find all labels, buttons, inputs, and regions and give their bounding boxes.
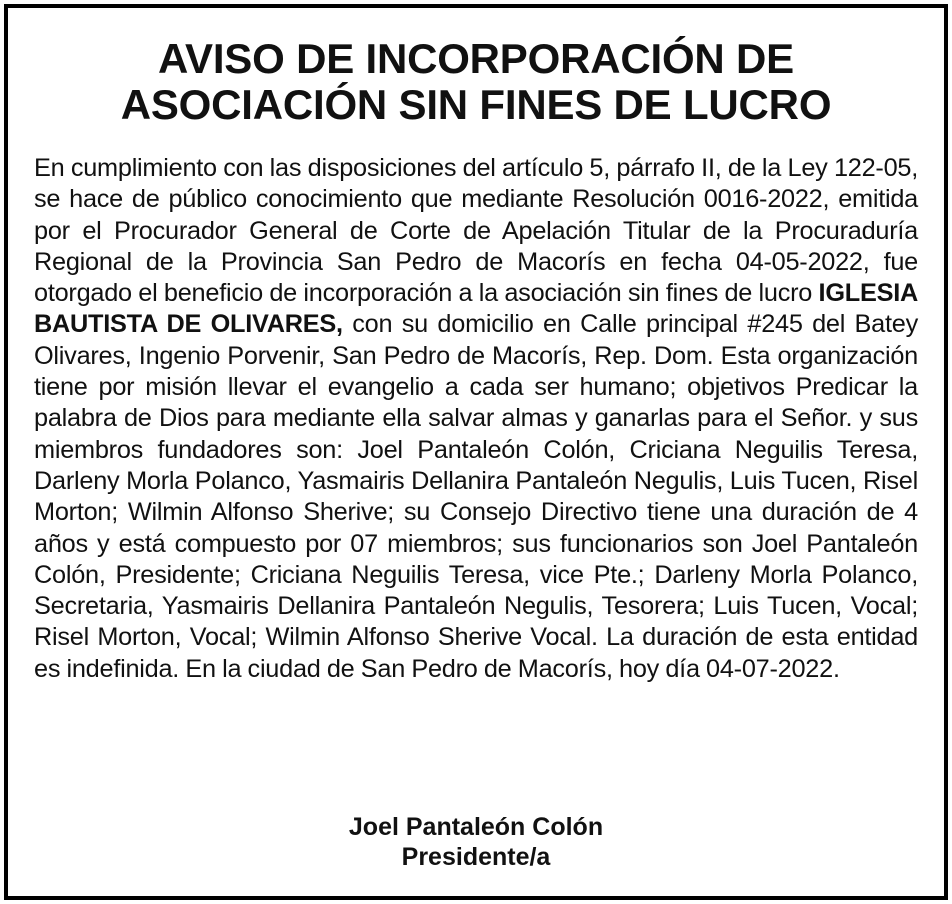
signature-block [28,812,924,872]
title-line-1: AVISO DE INCORPORACIÓN DE [158,35,794,82]
organization-name: IGLESIA BAUTISTA DE OLIVARES, [34,279,918,339]
title-line-2: ASOCIACIÓN SIN FINES DE LUCRO [120,81,832,128]
signatory-name: Joel Pantaleón Colón [348,813,604,841]
notice-title [28,36,924,128]
notice-body [34,153,918,685]
body-text-part-2: con su domicilio en Calle principal #245 del Batey Olivares, Ingenio Porvenir, San Pedro de Macorís, Rep. Dom. Esta organización tiene por misión llevar el evangelio a cada ser humano; objetivos Predicar la palabra de Dios para mediante ella salvar almas y ganarlas para el Señor. y sus miembros fundadores son: Joel Pantaleón Colón, Criciana Neguilis Teresa, Darleny Morla Polanco, Yasmairis Dellanira Pantaleón Negulis, Luis Tucen, Risel Morton; Wilmin Alfonso Sherive; su Consejo Directivo tiene una duración de 4 años y está compuesto por 07 miembros; sus funcionarios son Joel Pantaleón Colón, Presidente; Criciana Neguilis Teresa, vice Pte.; Darleny Morla Polanco, Secretaria, Yasmairis Dellanira Pantaleón Negulis, Tesorera; Luis Tucen, Vocal; Risel Morton, Vocal; Wilmin Alfonso Sherive Vocal. La duración de esta entidad es indefinida. En la ciudad de San Pedro de Macorís, hoy día 04-07-2022. [34,310,918,683]
body-text-part-1: En cumplimiento con las disposiciones del artículo 5, párrafo II, de la Ley 122-05, se hace de público conocimiento que mediante Resolución 0016-2022, emitida por el Procurador General de Corte de Apelación Titular de la Procuraduría Regional de la Provincia San Pedro de Macorís en fecha 04-05-2022, fue otorgado el beneficio de incorporación a la asociación sin fines de lucro [34,154,918,308]
notice-box [4,4,948,900]
signatory-role: Presidente/a [401,843,551,871]
